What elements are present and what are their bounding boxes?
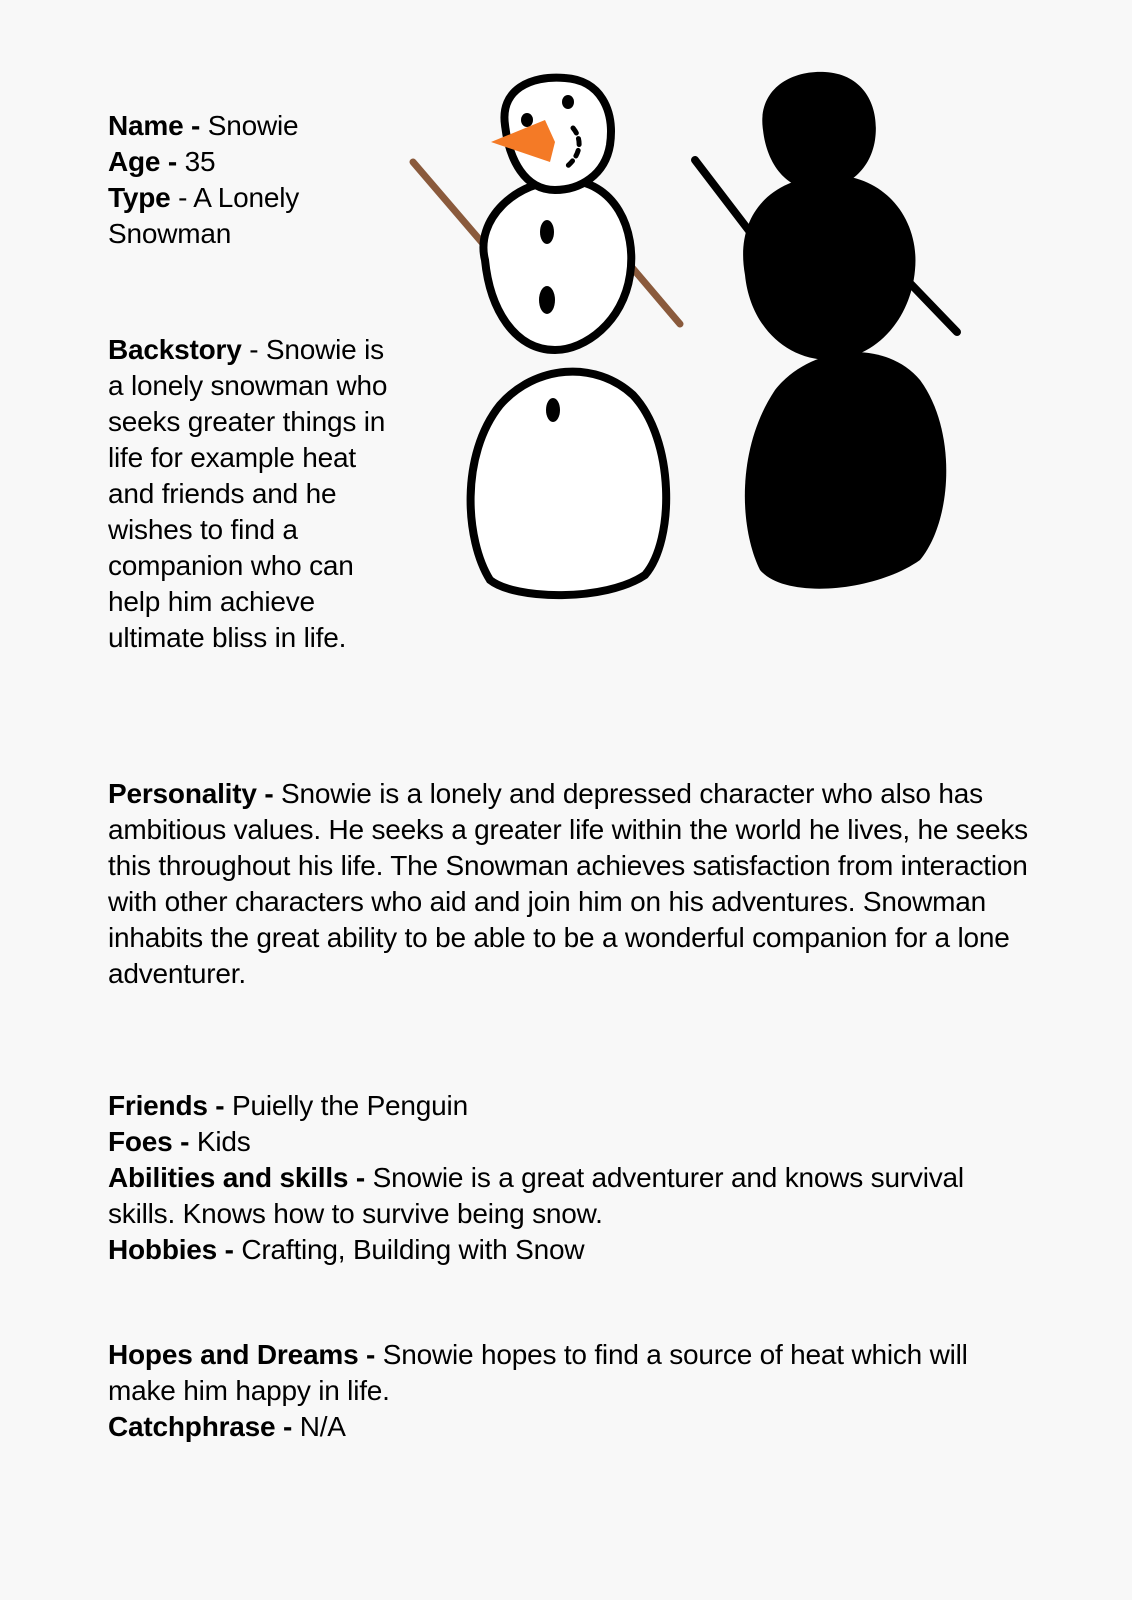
hopes-value: Snowie hopes to find a source of heat which will make him happy in life. — [108, 1339, 968, 1406]
silhouette-right-arm — [905, 278, 957, 332]
hopes-block — [108, 1337, 1028, 1445]
backstory-block — [108, 332, 398, 656]
silhouette-left-arm — [695, 160, 750, 232]
snowman-bottom-ball — [471, 372, 667, 596]
age-value: 35 — [177, 146, 216, 177]
traits-block — [108, 1088, 1028, 1268]
catchphrase-value: N/A — [292, 1411, 346, 1442]
hobbies-label: Hobbies - — [108, 1234, 234, 1265]
catchphrase-line — [108, 1409, 1028, 1445]
type-label: Type — [108, 182, 171, 213]
abilities-line — [108, 1160, 1028, 1232]
personality-block — [108, 776, 1028, 992]
backstory-label: Backstory — [108, 334, 242, 365]
name-label: Name - — [108, 110, 201, 141]
name-line — [108, 108, 408, 144]
type-value: - A Lonely Snowman — [108, 182, 300, 249]
silhouette-head — [762, 72, 876, 190]
personality-text: Snowie is a lonely and depressed character who also has ambitious values. He seeks a greater life within the world he lives, he seeks this throughout his life. The Snowman achieves satisfaction from interaction with other characters who aid and join him on his adventures. Snowman inhabits the great ability to be able to be a wonderful companion for a lone adventurer. — [108, 778, 1028, 989]
silhouette-middle-ball — [743, 175, 915, 360]
hobbies-line — [108, 1232, 1028, 1268]
foes-value: Kids — [189, 1126, 251, 1157]
type-line — [108, 180, 408, 252]
hobbies-value: Crafting, Building with Snow — [233, 1234, 585, 1265]
right-eye — [562, 95, 574, 109]
foes-line — [108, 1124, 1028, 1160]
personality-label: Personality - — [108, 778, 274, 809]
name-value: Snowie — [200, 110, 299, 141]
friends-label: Friends - — [108, 1090, 225, 1121]
button-top — [540, 220, 554, 244]
age-line — [108, 144, 408, 180]
button-middle — [539, 286, 555, 314]
silhouette-bottom-ball — [745, 352, 946, 589]
hopes-line — [108, 1337, 1028, 1409]
age-label: Age - — [108, 146, 178, 177]
intro-block — [108, 108, 408, 252]
abilities-label: Abilities and skills - — [108, 1162, 366, 1193]
hopes-label: Hopes and Dreams - — [108, 1339, 376, 1370]
backstory-text: - Snowie is a lonely snowman who seeks greater things in life for example heat and friends and he wishes to find a companion who can help him achieve ultimate bliss in life. — [108, 334, 388, 653]
catchphrase-label: Catchphrase - — [108, 1411, 293, 1442]
button-bottom — [546, 398, 560, 422]
friends-value: Puielly the Penguin — [224, 1090, 468, 1121]
foes-label: Foes - — [108, 1126, 190, 1157]
left-eye — [521, 113, 533, 127]
snowman-illustration — [405, 60, 985, 620]
snowman-middle-ball — [483, 180, 631, 350]
friends-line — [108, 1088, 1028, 1124]
abilities-value: Snowie is a great adventurer and knows survival skills. Knows how to survive being snow. — [108, 1162, 964, 1229]
